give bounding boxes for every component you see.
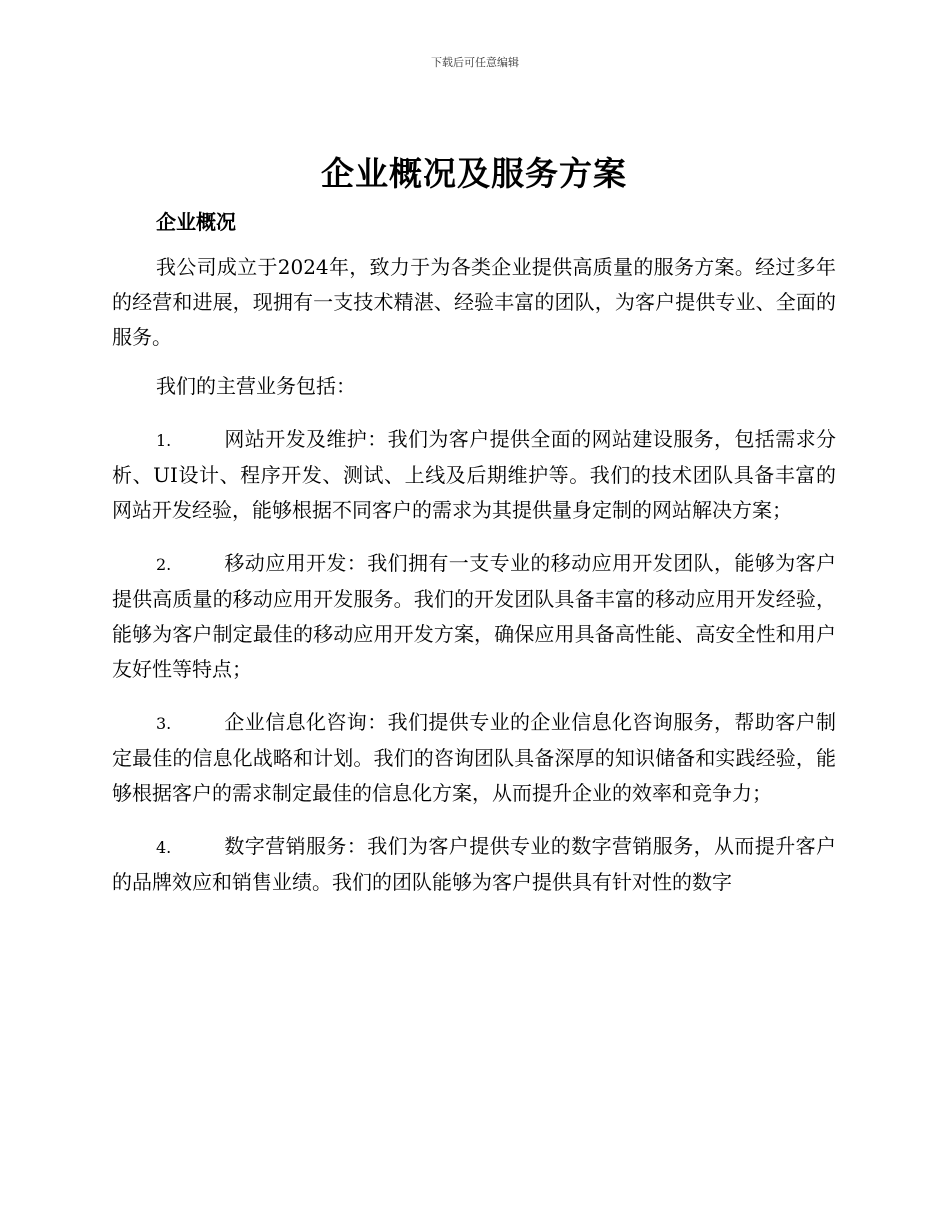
list-number: 3. xyxy=(156,714,172,733)
list-item-4 xyxy=(112,829,836,900)
list-item-text: 网站开发及维护：我们为客户提供全面的网站建设服务，包括需求分析、UI设计、程序开发、测试、上线及后期维护等。我们的技术团队具备丰富的网站开发经验，能够根据不同客户的需求为其提供量身定制的网站解决方案； xyxy=(112,427,836,522)
list-number: 1. xyxy=(156,431,172,450)
list-item-2 xyxy=(112,546,836,687)
list-item-text: 移动应用开发：我们拥有一支专业的移动应用开发团队，能够为客户提供高质量的移动应用开发服务。我们的开发团队具备丰富的移动应用开发经验，能够为客户制定最佳的移动应用开发方案，确保应用具备高性能、高安全性和用户友好性等特点； xyxy=(112,551,836,681)
document-body xyxy=(112,150,836,900)
list-item-1 xyxy=(112,422,836,528)
document-title: 企业概况及服务方案 xyxy=(321,154,627,193)
section-heading: 企业概况 xyxy=(156,210,236,234)
list-item-text: 数字营销服务：我们为客户提供专业的数字营销服务，从而提升客户的品牌效应和销售业绩。我们的团队能够为客户提供具有针对性的数字 xyxy=(112,834,836,894)
intro-paragraph: 我公司成立于2024年，致力于为各类企业提供高质量的服务方案。经过多年的经营和进展，现拥有一支技术精湛、经验丰富的团队，为客户提供专业、全面的服务。 xyxy=(112,255,836,349)
list-number: 2. xyxy=(156,555,172,574)
list-item-3 xyxy=(112,705,836,811)
list-item-text: 企业信息化咨询：我们提供专业的企业信息化咨询服务，帮助客户制定最佳的信息化战略和计划。我们的咨询团队具备深厚的知识储备和实践经验，能够根据客户的需求制定最佳的信息化方案，从而提升企业的效率和竞争力； xyxy=(112,710,836,805)
header-note: 下载后可任意编辑 xyxy=(431,56,519,69)
business-lead-paragraph: 我们的主营业务包括： xyxy=(156,374,356,398)
list-number: 4. xyxy=(156,838,172,857)
